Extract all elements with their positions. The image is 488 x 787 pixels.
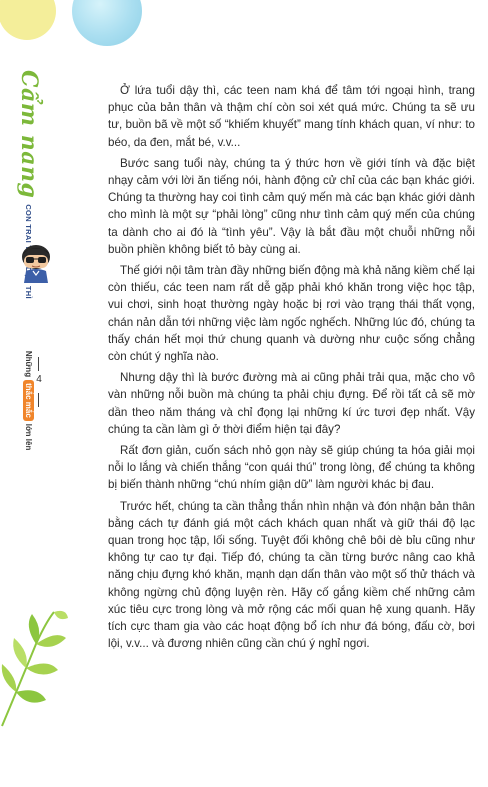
paragraph: Thế giới nội tâm tràn đầy những biến động mà khả năng kiềm chế lại còn thiếu, các teen nam rất dễ gặp phải khó khăn trong việc học tập, vui chơi, sinh hoạt thường ngày hoặc bị rơi vào trạng thái thất vọng, chán nản dẫn tới những việc làm ngốc nghếch. Những lúc đó, chúng ta thấy chán hết mọi thứ chung quanh và dường như cuộc sống chẳng còn chút ý nghĩa nào. — [108, 264, 475, 364]
page-number-rule-bottom — [38, 393, 39, 407]
series-prefix: Những — [24, 350, 34, 378]
paragraph: Nhưng dậy thì là bước đường mà ai cũng phải trải qua, mặc cho vô vàn những nỗi buồn mà chúng ta phải chịu đựng. Để rồi tất cả sẽ mờ dần theo năm tháng và chỉ đọng lại những kí ức tươi đẹp nhất. Vậy chúng ta cần làm gì ở thời điểm hiện tại đây? — [108, 371, 475, 436]
boy-avatar-icon — [18, 243, 54, 283]
paragraph: Bước sang tuổi này, chúng ta ý thức hơn về giới tính và đặc biệt nhạy cảm với lời ăn tiếng nói, hành động cử chỉ của các bạn khác giới. Chúng ta thường hay coi tình cảm quý mến mà các bạn khác giới dành cho mình là một sự “phải lòng” cũng như tình cảm quý mến của chúng ta dành cho ai đó là “tình yêu”. Vậy là bắt đầu một chuỗi những nỗi buồn phiền không biết tỏ bày cùng ai. — [108, 156, 475, 256]
decorative-yellow-circle — [0, 0, 56, 40]
body-text — [108, 82, 475, 653]
page-number: 4 — [36, 374, 42, 385]
series-suffix: lớn lên — [24, 423, 34, 451]
decorative-blue-circle — [72, 0, 142, 46]
brand-title: Cẩm nang — [16, 70, 42, 199]
avatar-spacer — [16, 305, 42, 345]
series-highlight-badge: thắc mắc — [24, 380, 35, 421]
paragraph: Rất đơn giản, cuốn sách nhỏ gọn này sẽ giúp chúng ta hóa giải mọi nỗi lo lắng và chiến thắng “con quái thú” trong lòng, để chúng ta không bị biến thành những “chú nhím giận dữ” làm người khác bị đau. — [108, 444, 475, 492]
page-number-rule-top — [38, 357, 39, 371]
page-number-block — [33, 357, 45, 409]
paragraph: Trước hết, chúng ta cần thẳng thắn nhìn nhận và đón nhận bản thân bằng cách tự đánh giá một cách khách quan nhất và giữ thái độ lạc quan trong học tập, lối sống. Tuyệt đối không chê bôi dè bỉu cũng như không tự cao tự đại. Tiếp đó, chúng ta cần từng bước nâng cao khả năng chịu đựng khó khăn, mạnh dạn dấn thân vào một số thử thách và không ngừng chủ động luyện rèn. Hãy cố gắng kiềm chế những cảm xúc tiêu cực trong lòng và mở rộng các mối quan hệ xung quanh. Hãy tích cực tham gia vào các hoạt động bổ ích như đá bóng, đấu cờ, bơi lội, v.v... và đương nhiên cũng cần chú ý nghỉ ngơi. — [108, 499, 475, 651]
paragraph: Ở lứa tuổi dậy thì, các teen nam khá để tâm tới ngoại hình, trang phục của bản thân và thậm chí còn soi xét quá mức. Chúng ta sẽ ưu tư, buồn bã về một số “khiếm khuyết” mang tính khách quan, ví như: to béo, da đen, mắt bé, v.v... — [108, 84, 475, 149]
leaf-branch-icon — [0, 608, 70, 728]
